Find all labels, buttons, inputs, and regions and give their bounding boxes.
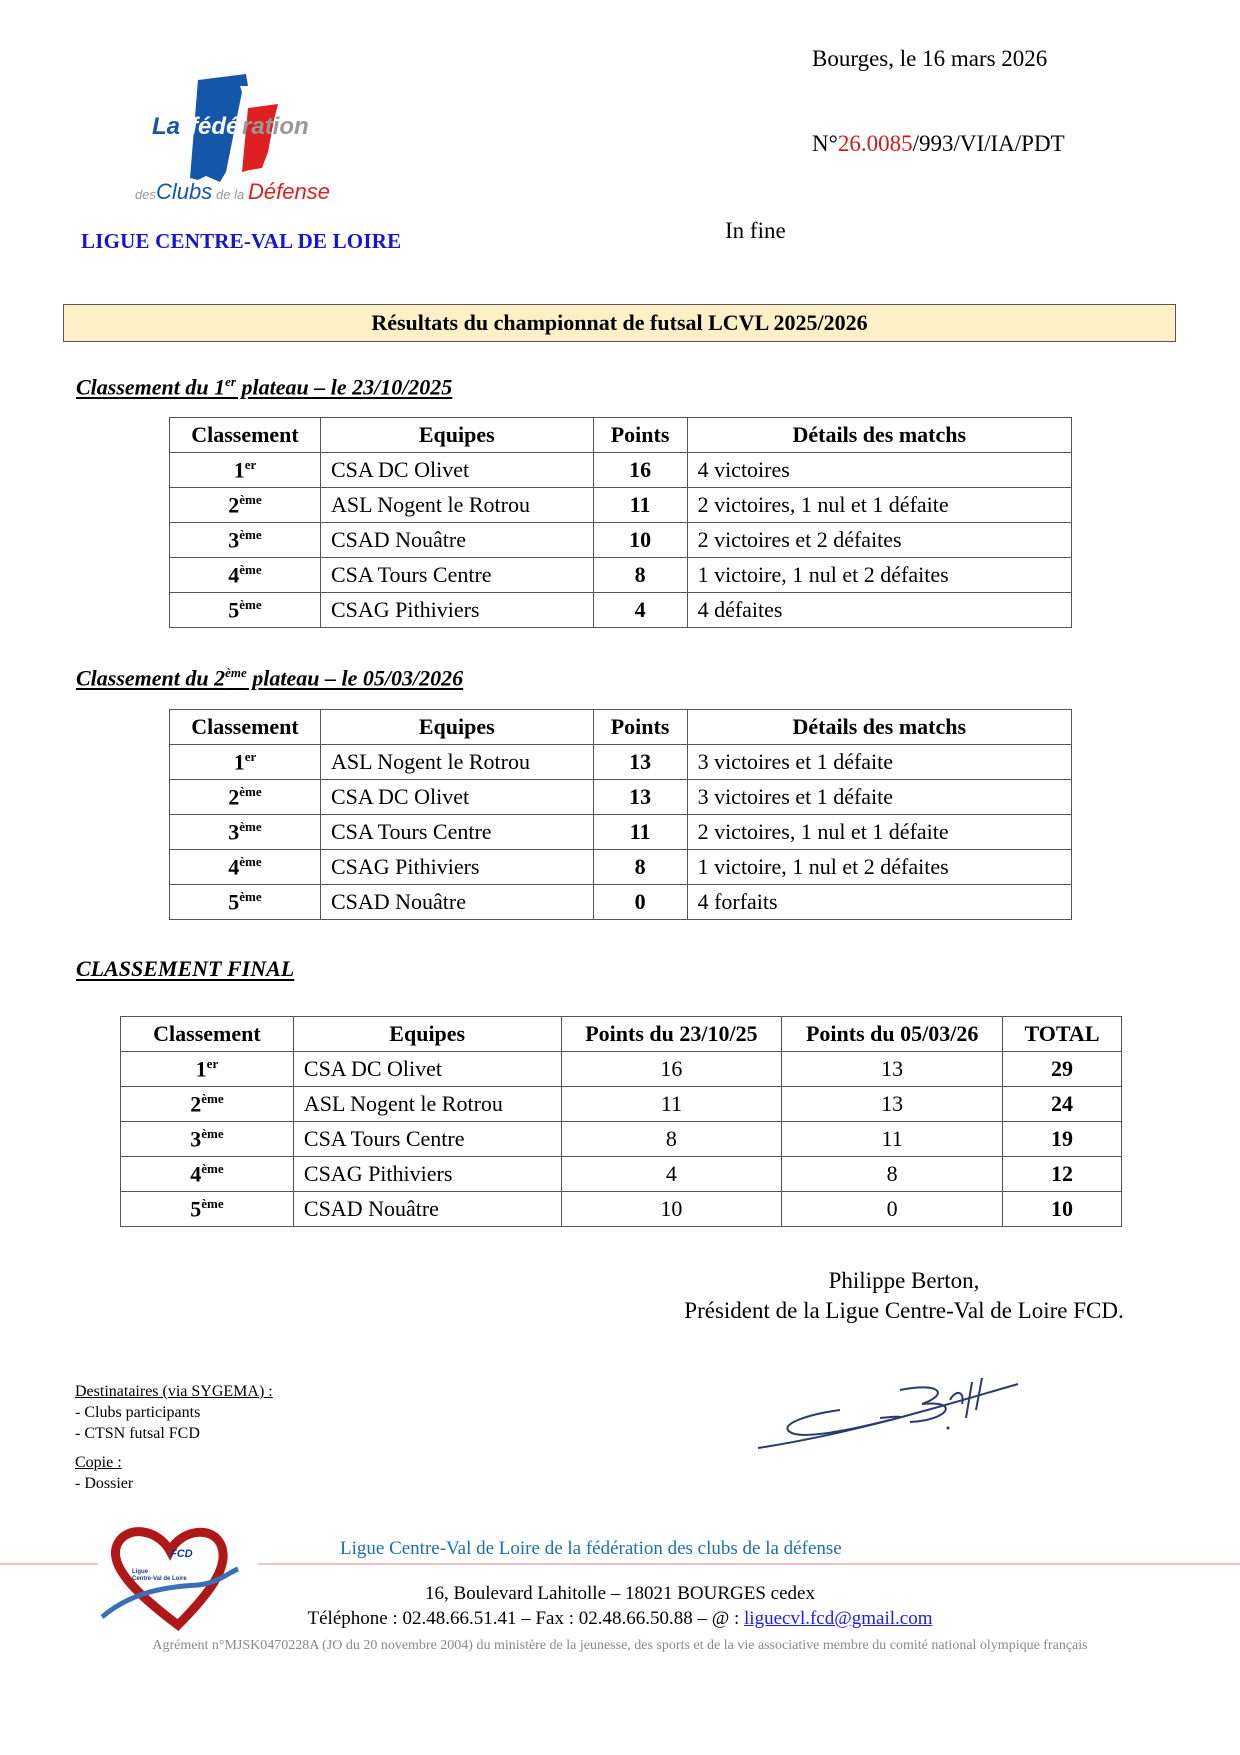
rank-number: 5 (228, 889, 240, 915)
section-heading-final: CLASSEMENT FINAL (76, 956, 295, 981)
copy-label: Copie : (75, 1454, 122, 1471)
points-cell: 11 (593, 815, 687, 850)
federation-logo (135, 72, 350, 212)
rank-suffix: ème (239, 561, 262, 577)
details-cell: 2 victoires, 1 nul et 1 défaite (687, 815, 1071, 850)
points-cell: 13 (593, 745, 687, 780)
points-plateau-1-cell: 8 (561, 1122, 782, 1157)
footer-logo-fcd: FCD (170, 1548, 193, 1560)
recipients-label: Destinataires (via SYGEMA) : (75, 1383, 273, 1400)
logo-des: des (135, 187, 156, 202)
section-heading-plateau-1 (76, 374, 452, 400)
footer-address-block (260, 1581, 980, 1631)
rank-suffix: ème (239, 783, 262, 799)
rank-cell (121, 1087, 294, 1122)
heading-text: Classement du 1 (76, 374, 226, 400)
team-cell: CSA Tours Centre (320, 558, 593, 593)
table-row (121, 1122, 1122, 1157)
points-cell: 8 (593, 850, 687, 885)
footer-contact (260, 1606, 980, 1631)
points-plateau-1-cell: 11 (561, 1087, 782, 1122)
team-cell: CSAD Nouâtre (320, 523, 593, 558)
team-cell: CSA DC Olivet (320, 780, 593, 815)
rank-cell (170, 850, 321, 885)
logo-fede: fédé (190, 113, 240, 140)
rank-cell (170, 593, 321, 628)
rank-suffix: ème (201, 1195, 224, 1211)
heading-text: plateau – le 05/03/2026 (246, 665, 464, 691)
rank-cell (121, 1122, 294, 1157)
reference-suffix: /993/VI/IA/PDT (912, 131, 1065, 156)
points-plateau-2-cell: 0 (782, 1192, 1003, 1227)
team-cell: ASL Nogent le Rotrou (293, 1087, 561, 1122)
footer-divider (215, 1563, 1240, 1565)
table-row (121, 1157, 1122, 1192)
rank-number: 4 (190, 1161, 202, 1187)
total-cell: 10 (1003, 1192, 1122, 1227)
logo-clubs: Clubs (156, 179, 213, 204)
rank-suffix: ème (239, 526, 262, 542)
rank-suffix: ème (239, 853, 262, 869)
total-cell: 19 (1003, 1122, 1122, 1157)
column-header: Classement (170, 418, 321, 453)
details-cell: 4 forfaits (687, 885, 1071, 920)
table-row (170, 558, 1072, 593)
final-ranking-table (120, 1016, 1122, 1227)
column-header: Equipes (320, 710, 593, 745)
details-cell: 2 victoires, 1 nul et 1 défaite (687, 488, 1071, 523)
heart-icon (98, 1525, 258, 1635)
document-title-box (63, 304, 1176, 342)
rank-number: 3 (228, 527, 240, 553)
rank-number: 5 (228, 597, 240, 623)
footer-agreement: Agrément n°MJSK0470228A (JO du 20 novembre 2004) du ministère de la jeunesse, des sports et de la vie associative membre du comité national olympique français (152, 1638, 1088, 1653)
points-plateau-2-cell: 11 (782, 1122, 1003, 1157)
table-header-row (170, 710, 1072, 745)
details-cell: 3 victoires et 1 défaite (687, 745, 1071, 780)
column-header: Détails des matchs (687, 710, 1071, 745)
recipients-block (75, 1381, 273, 1494)
points-plateau-2-cell: 8 (782, 1157, 1003, 1192)
section-heading-plateau-2 (76, 665, 463, 691)
points-cell: 10 (593, 523, 687, 558)
points-cell: 0 (593, 885, 687, 920)
points-plateau-1-cell: 4 (561, 1157, 782, 1192)
rank-suffix: er (244, 748, 257, 764)
recipient-item: - Clubs participants (75, 1404, 201, 1421)
signer-block (664, 1266, 1144, 1326)
rank-number: 2 (228, 784, 240, 810)
team-cell: CSAG Pithiviers (293, 1157, 561, 1192)
points-cell: 4 (593, 593, 687, 628)
rank-number: 1 (233, 457, 245, 483)
footer-address: 16, Boulevard Lahitolle – 18021 BOURGES cedex (425, 1583, 815, 1604)
column-header: Points du 23/10/25 (561, 1017, 782, 1052)
points-plateau-1-cell: 10 (561, 1192, 782, 1227)
rank-cell (121, 1052, 294, 1087)
points-cell: 16 (593, 453, 687, 488)
table-row (170, 745, 1072, 780)
recipient-item: - CTSN futsal FCD (75, 1425, 200, 1442)
team-cell: ASL Nogent le Rotrou (320, 745, 593, 780)
flag-icon (135, 72, 350, 212)
rank-cell (170, 780, 321, 815)
signature-icon (750, 1360, 1030, 1460)
points-plateau-1-cell: 16 (561, 1052, 782, 1087)
rank-suffix: ème (239, 888, 262, 904)
reference-main-number: 26.0085 (837, 131, 913, 156)
rank-suffix: ème (201, 1160, 224, 1176)
heading-text: plateau – le 23/10/2025 (235, 374, 453, 400)
footer-divider (0, 1563, 100, 1565)
plateau-2-table (169, 709, 1072, 920)
rank-cell (170, 488, 321, 523)
total-cell: 24 (1003, 1087, 1122, 1122)
in-fine: In fine (725, 218, 786, 243)
footer-phone-fax: Téléphone : 02.48.66.51.41 – Fax : 02.48.66.50.88 – @ : (307, 1608, 745, 1629)
rank-suffix: er (244, 456, 257, 472)
column-header: Points (593, 710, 687, 745)
rank-number: 1 (233, 749, 245, 775)
reference-prefix: N° (812, 131, 838, 156)
team-cell: CSAD Nouâtre (293, 1192, 561, 1227)
footer-logo-ligue: Ligue (132, 1569, 148, 1575)
table-row (170, 885, 1072, 920)
details-cell: 2 victoires et 2 défaites (687, 523, 1071, 558)
rank-suffix: ème (239, 596, 262, 612)
details-cell: 1 victoire, 1 nul et 2 défaites (687, 558, 1071, 593)
heading-text: Classement du 2 (76, 665, 226, 691)
plateau-1-table (169, 417, 1072, 628)
team-cell: CSAG Pithiviers (320, 593, 593, 628)
points-cell: 13 (593, 780, 687, 815)
table-row (170, 815, 1072, 850)
rank-number: 4 (228, 854, 240, 880)
table-row (121, 1087, 1122, 1122)
details-cell: 1 victoire, 1 nul et 2 défaites (687, 850, 1071, 885)
team-cell: CSA Tours Centre (320, 815, 593, 850)
rank-cell (170, 453, 321, 488)
team-cell: ASL Nogent le Rotrou (320, 488, 593, 523)
rank-cell (170, 815, 321, 850)
league-name: LIGUE CENTRE-VAL DE LOIRE (81, 229, 402, 253)
table-row (170, 523, 1072, 558)
column-header: Détails des matchs (687, 418, 1071, 453)
handwritten-signature (750, 1360, 1030, 1460)
rank-number: 1 (195, 1056, 207, 1082)
table-row (170, 780, 1072, 815)
copy-item: - Dossier (75, 1475, 134, 1492)
column-header: Equipes (320, 418, 593, 453)
table-header-row (170, 418, 1072, 453)
table-row (170, 453, 1072, 488)
rank-suffix: ème (201, 1125, 224, 1141)
rank-number: 5 (190, 1196, 202, 1222)
logo-defense: Défense (248, 179, 330, 204)
rank-cell (121, 1192, 294, 1227)
table-row (170, 850, 1072, 885)
team-cell: CSA DC Olivet (320, 453, 593, 488)
table-row (121, 1192, 1122, 1227)
column-header: Points (593, 418, 687, 453)
total-cell: 29 (1003, 1052, 1122, 1087)
column-header: TOTAL (1003, 1017, 1122, 1052)
total-cell: 12 (1003, 1157, 1122, 1192)
points-cell: 11 (593, 488, 687, 523)
points-cell: 8 (593, 558, 687, 593)
table-header-row (121, 1017, 1122, 1052)
signer-title: Président de la Ligue Centre-Val de Loire FCD. (684, 1298, 1124, 1323)
rank-cell (170, 885, 321, 920)
footer-organization: Ligue Centre-Val de Loire de la fédération des clubs de la défense (340, 1538, 842, 1559)
logo-ration: ration (242, 113, 309, 140)
team-cell: CSA Tours Centre (293, 1122, 561, 1157)
column-header: Equipes (293, 1017, 561, 1052)
rank-number: 2 (190, 1091, 202, 1117)
table-row (170, 488, 1072, 523)
table-row (170, 593, 1072, 628)
date-line: Bourges, le 16 mars 2026 (812, 46, 1048, 71)
points-plateau-2-cell: 13 (782, 1087, 1003, 1122)
team-cell: CSA DC Olivet (293, 1052, 561, 1087)
team-cell: CSAG Pithiviers (320, 850, 593, 885)
logo-de-la: de la (216, 187, 245, 202)
details-cell: 3 victoires et 1 défaite (687, 780, 1071, 815)
rank-cell (170, 745, 321, 780)
rank-suffix: ème (239, 818, 262, 834)
footer-email-link[interactable]: liguecvl.fcd@gmail.com (744, 1608, 933, 1629)
document-title: Résultats du championnat de futsal LCVL 2025/2026 (371, 310, 868, 335)
heading-sup: er (225, 374, 236, 389)
heading-sup: ème (225, 665, 247, 680)
details-cell: 4 défaites (687, 593, 1071, 628)
column-header: Points du 05/03/26 (782, 1017, 1003, 1052)
rank-suffix: er (206, 1055, 219, 1071)
column-header: Classement (170, 710, 321, 745)
reference-number (812, 131, 1065, 157)
rank-number: 2 (228, 492, 240, 518)
rank-cell (121, 1157, 294, 1192)
rank-suffix: ème (201, 1090, 224, 1106)
rank-number: 3 (190, 1126, 202, 1152)
logo-la: La (152, 113, 181, 140)
details-cell: 4 victoires (687, 453, 1071, 488)
rank-cell (170, 558, 321, 593)
rank-number: 4 (228, 562, 240, 588)
points-plateau-2-cell: 13 (782, 1052, 1003, 1087)
signer-name: Philippe Berton, (828, 1268, 980, 1293)
rank-suffix: ème (239, 491, 262, 507)
rank-cell (170, 523, 321, 558)
footer-logo-region: Centre-Val de Loire (132, 1576, 187, 1582)
table-row (121, 1052, 1122, 1087)
league-heart-logo (98, 1525, 258, 1635)
team-cell: CSAD Nouâtre (320, 885, 593, 920)
rank-number: 3 (228, 819, 240, 845)
column-header: Classement (121, 1017, 294, 1052)
